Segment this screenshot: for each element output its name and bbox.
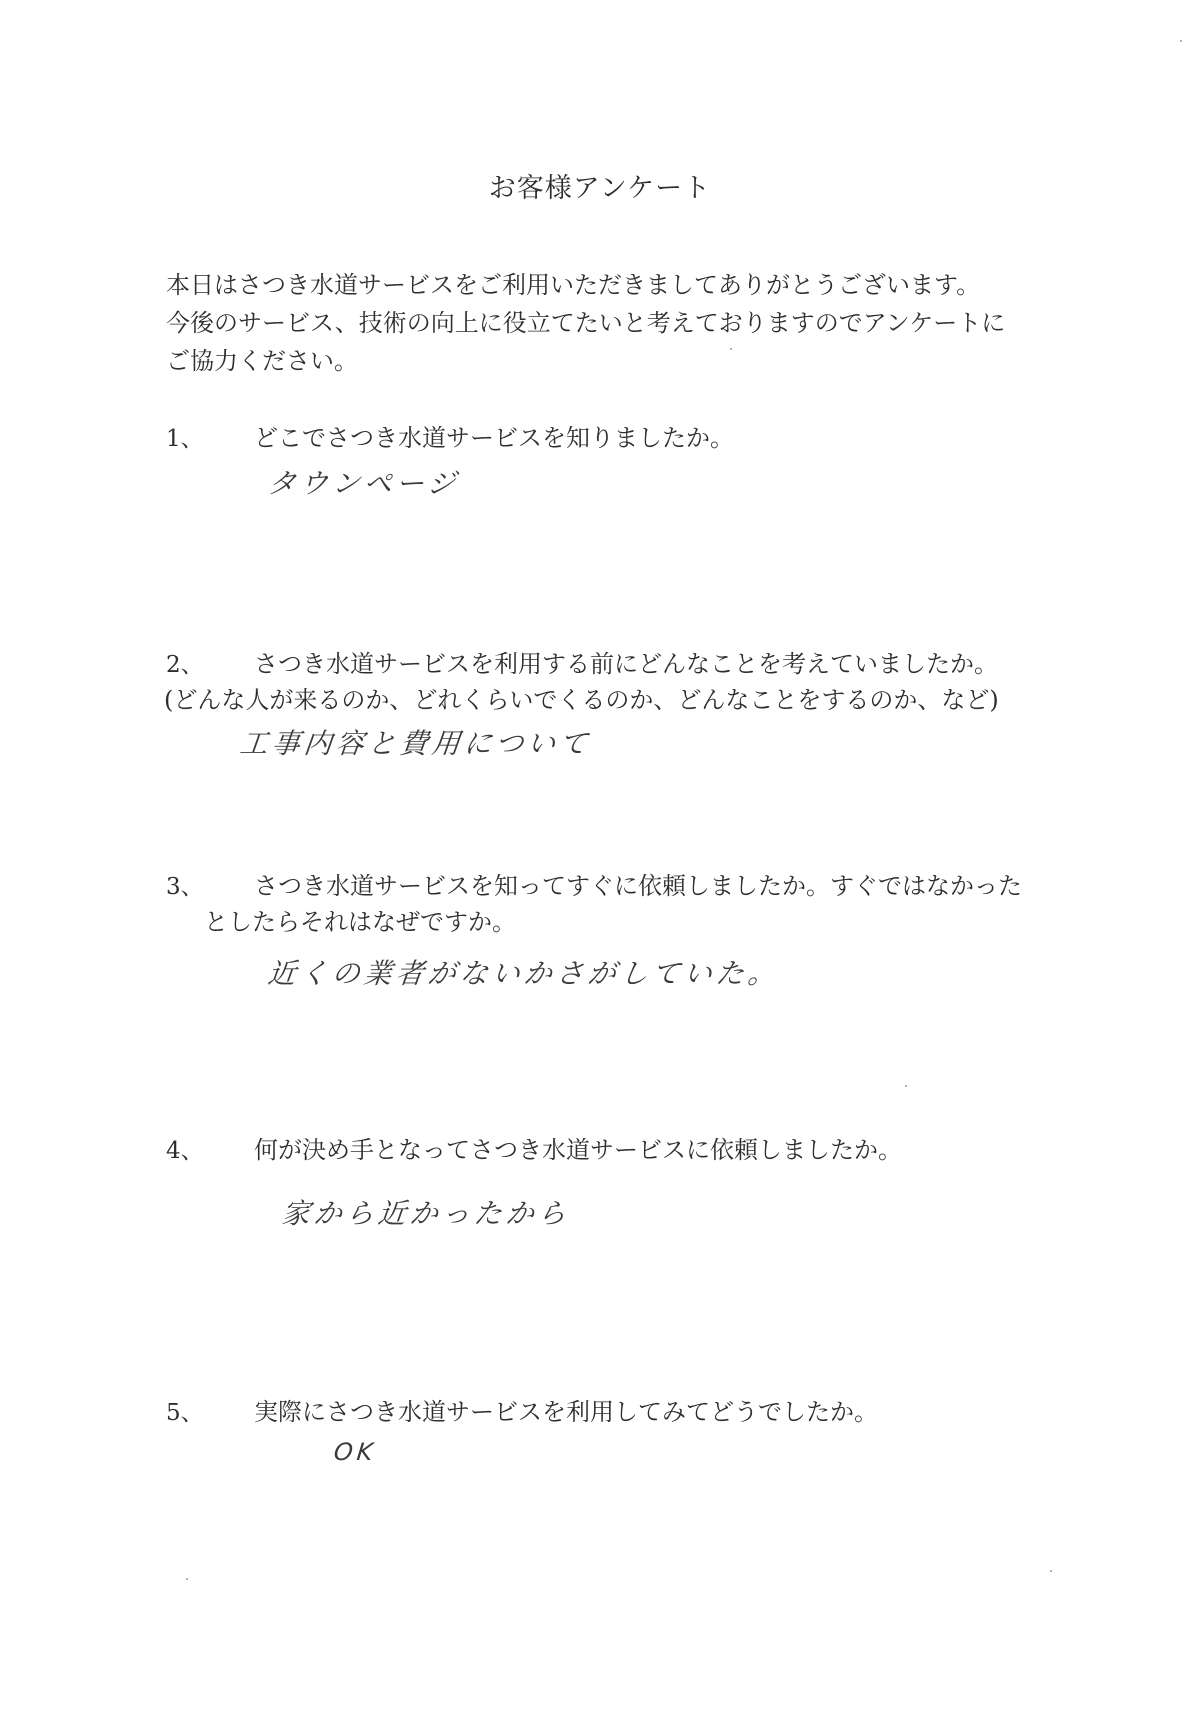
intro-line: 本日はさつき水道サービスをご利用いただきましてありがとうございます。: [166, 271, 981, 299]
intro-line: ご協力ください。: [166, 347, 358, 375]
question-text: 実際にさつき水道サービスを利用してみてどうでしたか。: [254, 1398, 878, 1426]
scan-speck: [730, 348, 732, 350]
scan-speck: [905, 1085, 907, 1087]
question-number: 4、: [166, 1138, 204, 1164]
question-subtext: (どんな人が来るのか、どれくらいでくるのか、どんなことをするのか、など): [164, 686, 999, 714]
scan-speck: [1180, 40, 1182, 42]
question-number: 1、: [166, 426, 204, 452]
handwritten-answer: 工事内容と費用について: [238, 727, 594, 760]
question-text: さつき水道サービスを知ってすぐに依頼しましたか。すぐではなかった: [254, 872, 1022, 900]
question-number: 3、: [166, 874, 204, 900]
intro-line: 今後のサービス、技術の向上に役立てたいと考えておりますのでアンケートに: [166, 309, 1006, 337]
question-number: 2、: [166, 652, 204, 678]
question-text: さつき水道サービスを利用する前にどんなことを考えていましたか。: [254, 650, 998, 678]
handwritten-answer: 家から近かったから: [280, 1197, 572, 1230]
scan-speck: [1050, 1570, 1052, 1572]
question-subtext: としたらそれはなぜですか。: [204, 908, 516, 936]
question-text: 何が決め手となってさつき水道サービスに依頼しましたか。: [254, 1136, 902, 1164]
handwritten-answer: タウンページ: [266, 467, 462, 500]
question-number: 5、: [166, 1400, 204, 1426]
handwritten-answer: 近くの業者がないかさがしていた。: [266, 957, 782, 990]
scan-speck: [186, 1578, 188, 1580]
handwritten-answer: OK: [332, 1438, 379, 1466]
intro-text: [166, 266, 1086, 380]
page-title: お客様アンケート: [488, 173, 712, 204]
question-text: どこでさつき水道サービスを知りましたか。: [254, 424, 734, 452]
